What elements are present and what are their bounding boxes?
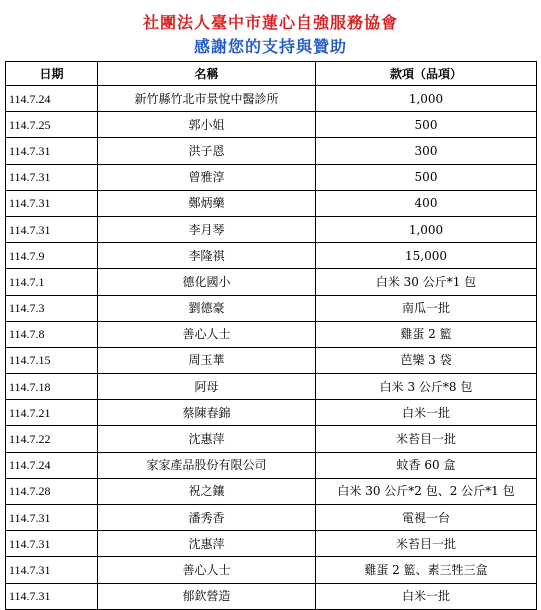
cell-amount: 300 (316, 138, 537, 164)
cell-name: 曾雅淳 (98, 164, 316, 190)
cell-date: 114.7.28 (6, 478, 98, 504)
cell-name: 新竹縣竹北市景悅中醫診所 (98, 86, 316, 112)
cell-name: 劉德豪 (98, 295, 316, 321)
cell-amount: 雞蛋 2 籃、素三牲三盒 (316, 557, 537, 583)
cell-date: 114.7.21 (6, 400, 98, 426)
cell-amount: 白米一批 (316, 583, 537, 609)
thanks-subtitle: 感謝您的支持與贊助 (193, 37, 347, 56)
cell-amount: 400 (316, 190, 537, 216)
table-row (6, 478, 537, 504)
table-header-row (6, 62, 537, 86)
column-header-date: 日期 (6, 62, 98, 86)
cell-amount: 雞蛋 2 籃 (316, 321, 537, 347)
table-row (6, 452, 537, 478)
table-row (6, 557, 537, 583)
cell-amount: 白米 30 公斤*1 包 (316, 269, 537, 295)
donation-table (5, 61, 537, 610)
cell-date: 114.7.31 (6, 138, 98, 164)
cell-date: 114.7.22 (6, 426, 98, 452)
cell-amount: 1,000 (316, 216, 537, 242)
table-row (6, 400, 537, 426)
cell-date: 114.7.31 (6, 583, 98, 609)
cell-name: 鄭炳藥 (98, 190, 316, 216)
cell-name: 郭小姐 (98, 112, 316, 138)
cell-name: 家家產品股份有限公司 (98, 452, 316, 478)
cell-amount: 電視一台 (316, 505, 537, 531)
cell-date: 114.7.31 (6, 164, 98, 190)
table-row (6, 112, 537, 138)
cell-amount: 米苔目一批 (316, 426, 537, 452)
cell-name: 善心人士 (98, 321, 316, 347)
cell-name: 善心人士 (98, 557, 316, 583)
cell-date: 114.7.9 (6, 243, 98, 269)
column-header-name: 名稱 (98, 62, 316, 86)
cell-amount: 白米 3 公斤*8 包 (316, 374, 537, 400)
cell-name: 阿母 (98, 374, 316, 400)
cell-amount: 15,000 (316, 243, 537, 269)
cell-date: 114.7.18 (6, 374, 98, 400)
cell-date: 114.7.25 (6, 112, 98, 138)
cell-amount: 白米一批 (316, 400, 537, 426)
cell-date: 114.7.3 (6, 295, 98, 321)
table-row (6, 164, 537, 190)
cell-name: 郁欽營造 (98, 583, 316, 609)
cell-date: 114.7.31 (6, 505, 98, 531)
cell-date: 114.7.31 (6, 190, 98, 216)
cell-amount: 芭樂 3 袋 (316, 347, 537, 373)
cell-date: 114.7.31 (6, 531, 98, 557)
cell-name: 沈惠萍 (98, 426, 316, 452)
association-title: 社團法人臺中市蓮心自強服務協會 (142, 13, 398, 32)
cell-name: 李月琴 (98, 216, 316, 242)
cell-name: 潘秀香 (98, 505, 316, 531)
table-row (6, 243, 537, 269)
cell-name: 周玉華 (98, 347, 316, 373)
cell-name: 李隆祺 (98, 243, 316, 269)
cell-amount: 1,000 (316, 86, 537, 112)
table-row (6, 138, 537, 164)
cell-date: 114.7.15 (6, 347, 98, 373)
cell-name: 洪子恩 (98, 138, 316, 164)
table-row (6, 531, 537, 557)
cell-name: 德化國小 (98, 269, 316, 295)
table-row (6, 426, 537, 452)
table-row (6, 505, 537, 531)
cell-amount: 南瓜一批 (316, 295, 537, 321)
table-row (6, 374, 537, 400)
cell-name: 沈惠萍 (98, 531, 316, 557)
table-row (6, 347, 537, 373)
cell-amount: 500 (316, 164, 537, 190)
table-row (6, 583, 537, 609)
cell-amount: 米苔目一批 (316, 531, 537, 557)
cell-date: 114.7.24 (6, 452, 98, 478)
table-row (6, 269, 537, 295)
cell-date: 114.7.8 (6, 321, 98, 347)
table-row (6, 190, 537, 216)
table-row (6, 295, 537, 321)
column-header-amount: 款項（品項） (316, 62, 537, 86)
cell-date: 114.7.24 (6, 86, 98, 112)
cell-date: 114.7.31 (6, 557, 98, 583)
cell-name: 蔡陳春錦 (98, 400, 316, 426)
cell-amount: 白米 30 公斤*2 包、2 公斤*1 包 (316, 478, 537, 504)
cell-name: 祝之鑲 (98, 478, 316, 504)
table-row (6, 321, 537, 347)
cell-amount: 蚊香 60 盒 (316, 452, 537, 478)
cell-date: 114.7.31 (6, 216, 98, 242)
table-row (6, 216, 537, 242)
cell-amount: 500 (316, 112, 537, 138)
table-row (6, 86, 537, 112)
cell-date: 114.7.1 (6, 269, 98, 295)
